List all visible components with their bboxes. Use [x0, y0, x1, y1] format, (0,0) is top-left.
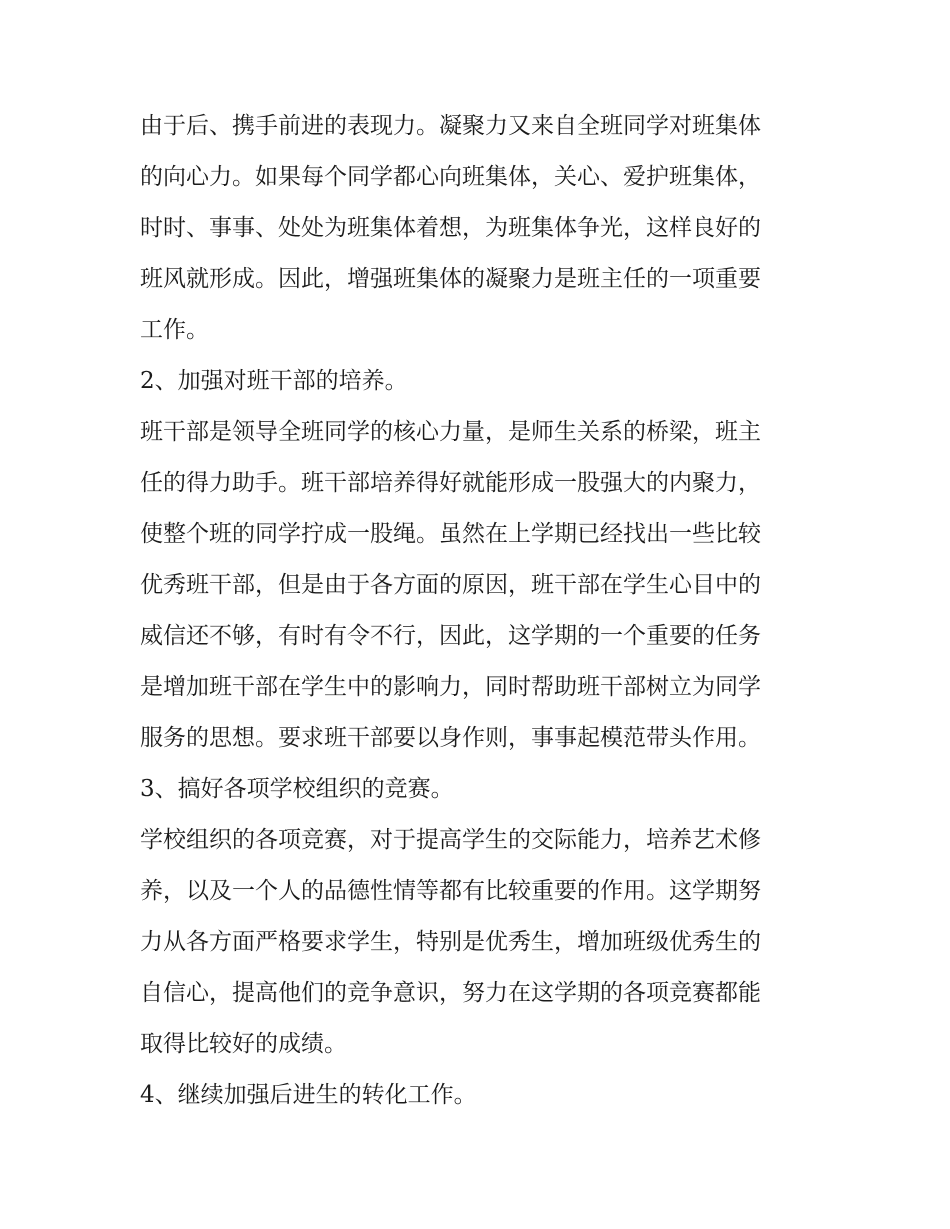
- text-line: 任的得力助手。班干部培养得好就能形成一股强大的内聚力，: [140, 470, 761, 496]
- text-line: 时时、事事、处处为班集体着想，为班集体争光，这样良好的: [140, 215, 761, 241]
- text-line: 使整个班的同学拧成一股绳。虽然在上学期已经找出一些比较: [140, 521, 761, 547]
- section-heading-3: 3、搞好各项学校组织的竞赛。: [140, 776, 454, 802]
- text-line: 威信还不够，有时有令不行，因此，这学期的一个重要的任务: [140, 623, 761, 649]
- text-line: 班干部是领导全班同学的核心力量，是师生关系的桥梁，班主: [140, 419, 761, 445]
- text-line: 优秀班干部，但是由于各方面的原因，班干部在学生心目中的: [140, 572, 761, 598]
- text-line: 学校组织的各项竞赛，对于提高学生的交际能力，培养艺术修: [140, 827, 761, 853]
- text-line: 的向心力。如果每个同学都心向班集体，关心、爱护班集体，: [140, 164, 761, 190]
- text-line: 服务的思想。要求班干部要以身作则，事事起模范带头作用。: [140, 725, 761, 751]
- section-heading-2: 2、加强对班干部的培养。: [140, 368, 408, 394]
- text-line: 力从各方面严格要求学生，特别是优秀生，增加班级优秀生的: [140, 929, 761, 955]
- text-line: 养，以及一个人的品德性情等都有比较重要的作用。这学期努: [140, 878, 761, 904]
- section-heading-4: 4、继续加强后进生的转化工作。: [140, 1082, 477, 1108]
- text-line: 由于后、携手前进的表现力。凝聚力又来自全班同学对班集体: [140, 113, 761, 139]
- text-line: 自信心，提高他们的竞争意识，努力在这学期的各项竞赛都能: [140, 980, 761, 1006]
- text-line: 取得比较好的成绩。: [140, 1031, 347, 1057]
- text-line: 是增加班干部在学生中的影响力，同时帮助班干部树立为同学: [140, 674, 761, 700]
- text-line: 工作。: [140, 317, 209, 343]
- text-line: 班风就形成。因此，增强班集体的凝聚力是班主任的一项重要: [140, 266, 761, 292]
- document-body: [140, 101, 812, 1121]
